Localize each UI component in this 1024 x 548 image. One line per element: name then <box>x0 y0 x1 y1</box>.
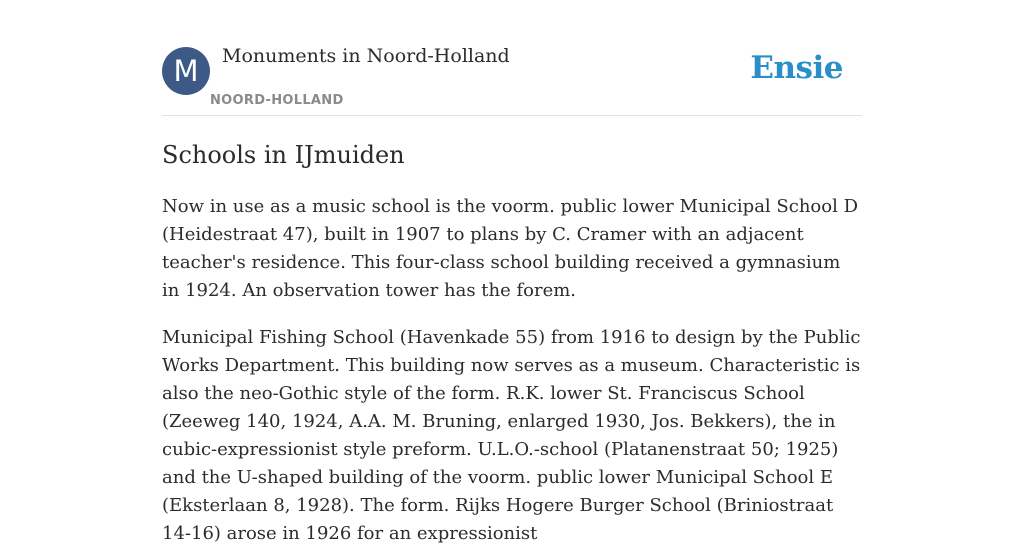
category-label[interactable]: NOORD-HOLLAND <box>210 93 344 108</box>
article-paragraph-1: Now in use as a music school is the voorm. public lower Municipal School D (Heidestraat 47), built in 1907 to plans by C. Cramer with an adjacent teacher's residence. This four-class school building received a gymnasium in 1924. An observation tower has the forem. <box>162 196 858 301</box>
article-heading: Schools in IJmuiden <box>162 141 405 169</box>
article-paragraph-2: Municipal Fishing School (Havenkade 55) from 1916 to design by the Public Works Department. This building now serves as a museum. Characteristic is also the neo-Gothic style of the form. R.K. lower St. Franciscus School (Zeeweg 140, 1924, A.A. M. Bruning, enlarged 1930, Jos. Bekkers), the in cubic-expressionist style preform. U.L.O.-school (Platanenstraat 50; 1925) and the U-shaped building of the voorm. public lower Municipal School E (Eksterlaan 8, 1928). The form. Rijks Hogere Burger School (Briniostraat 14-16) arose in 1926 for an expressionist <box>162 327 861 544</box>
avatar[interactable]: M <box>162 47 210 95</box>
collection-title[interactable]: Monuments in Noord-Holland <box>222 45 510 67</box>
page-header <box>162 0 862 116</box>
page-container <box>162 0 862 548</box>
brand-logo[interactable]: Ensie <box>750 50 843 86</box>
